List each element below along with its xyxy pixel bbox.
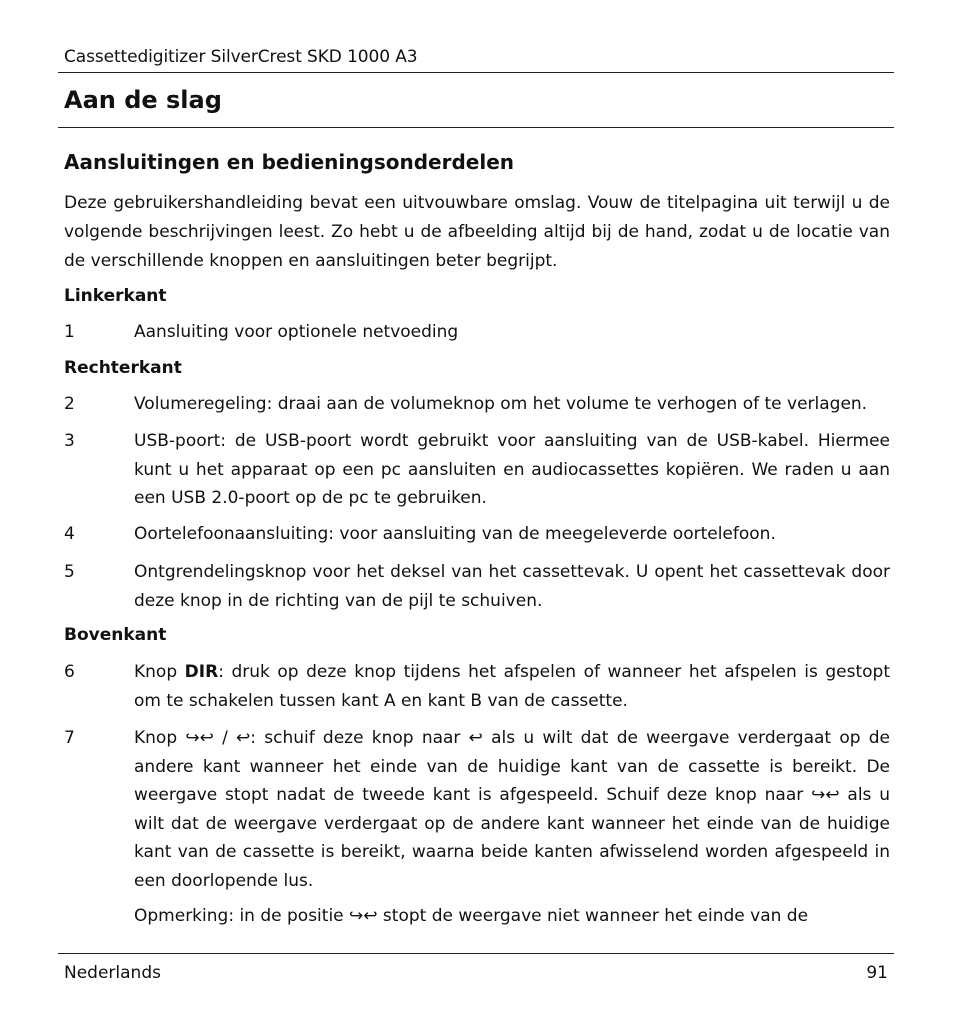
repeat-both-sides-icon: ↪↩ [349, 906, 378, 926]
manual-page [64, 0, 894, 1036]
item-number: 1 [64, 322, 75, 342]
footer-language: Nederlands [64, 963, 161, 983]
footer-rule [58, 953, 894, 954]
repeat-both-sides-icon: ↪↩ [811, 785, 840, 805]
repeat-one-side-icon: ↩ [468, 728, 483, 748]
item-text-part: / [213, 728, 237, 748]
item-text-part: als u wilt dat de weergave verdergaat op de andere kant wanneer het einde van de huidige kant van de cassette is bereikt, waarna beide kanten afwisselend worden afgespeeld in een doorlopende lus. [134, 785, 890, 891]
item-number: 3 [64, 431, 75, 451]
header-rule [58, 72, 894, 73]
section-title: Aansluitingen en bedieningsonderdelen [64, 150, 514, 174]
intro-paragraph: Deze gebruikershandleiding bevat een uitvouwbare omslag. Vouw de titelpagina uit terwijl u de volgende beschrijvingen leest. Zo hebt u de afbeelding altijd bij de hand, zodat u de locatie van de verschillende knoppen en aansluitingen beter begrijpt. [64, 193, 890, 271]
note-text-part: Opmerking: in de positie [134, 906, 350, 926]
dir-button-label: DIR [184, 662, 219, 682]
note-paragraph [134, 902, 890, 931]
item-text [134, 724, 890, 895]
item-text-part: : schuif deze knop naar [250, 728, 469, 748]
item-text [134, 658, 890, 715]
note-text-part: stopt de weergave niet wanneer het einde van de [377, 906, 809, 926]
item-text: Aansluiting voor optionele netvoeding [134, 322, 459, 342]
chapter-rule [58, 127, 894, 128]
item-text-prefix: Knop [134, 662, 185, 682]
subheading-bovenkant: Bovenkant [64, 625, 167, 645]
item-text: USB-poort: de USB-poort wordt gebruikt voor aansluiting van de USB-kabel. Hiermee kunt u het apparaat op een pc aansluiten en audiocassettes kopiëren. We raden u aan een USB 2.0-poort op de pc te gebruiken. [134, 431, 890, 508]
item-text-part: Knop [134, 728, 186, 748]
item-number: 5 [64, 562, 75, 582]
item-text: Oortelefoonaansluiting: voor aansluiting van de meegeleverde oortelefoon. [134, 524, 776, 544]
item-number: 2 [64, 394, 75, 414]
item-text: Ontgrendelingsknop voor het deksel van het cassettevak. U opent het cassettevak door deze knop in de richting van de pijl te schuiven. [134, 562, 890, 611]
running-header: Cassettedigitizer SilverCrest SKD 1000 A3 [64, 47, 418, 67]
subheading-rechterkant: Rechterkant [64, 358, 182, 378]
repeat-one-side-icon: ↩ [236, 728, 251, 748]
item-number: 7 [64, 728, 75, 748]
repeat-both-sides-icon: ↪↩ [185, 728, 214, 748]
item-text-part: als u wilt dat de weergave verdergaat op de andere kant wanneer het einde van de huidige kant van de cassette is bereikt. De weergave stopt nadat de tweede kant is afgespeeld. Schuif deze knop naar [134, 728, 890, 805]
item-text: Volumeregeling: draai aan de volumeknop om het volume te verhogen of te verlagen. [134, 394, 868, 414]
chapter-title: Aan de slag [64, 86, 222, 114]
item-number: 4 [64, 524, 75, 544]
item-text-rest: : druk op deze knop tijdens het afspelen of wanneer het afspelen is gestopt om te schakelen tussen kant A en kant B van de cassette. [134, 662, 890, 711]
item-number: 6 [64, 662, 75, 682]
subheading-linkerkant: Linkerkant [64, 286, 167, 306]
page-number: 91 [866, 963, 888, 983]
